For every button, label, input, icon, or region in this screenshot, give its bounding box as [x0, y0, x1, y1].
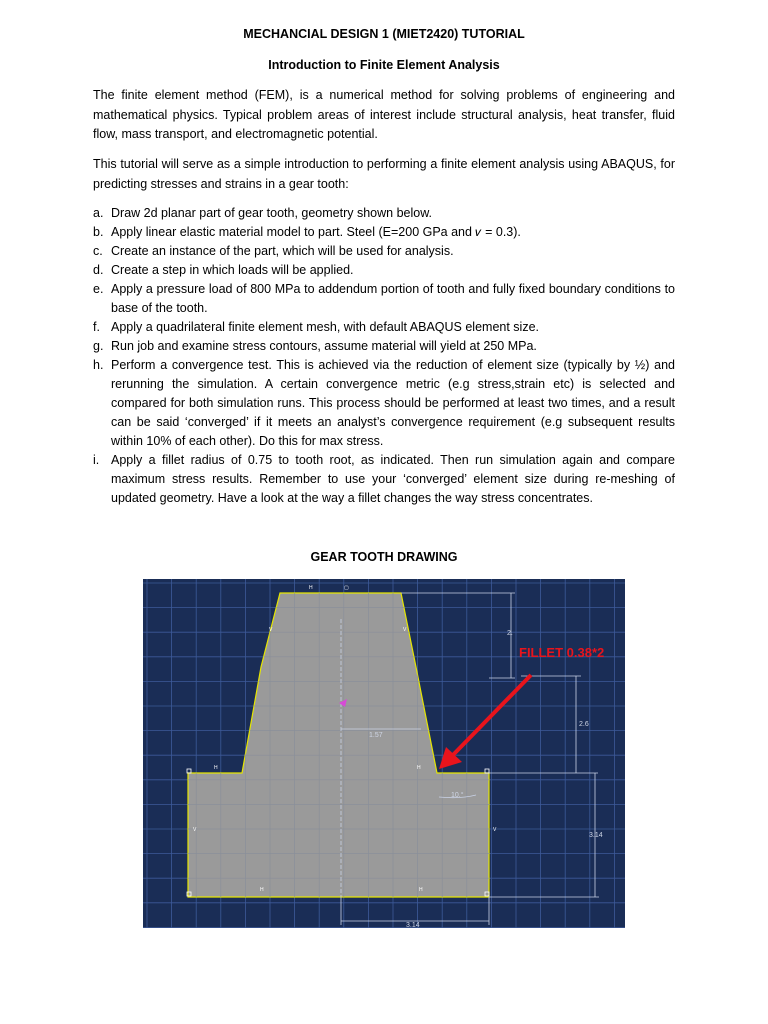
list-item [93, 451, 675, 508]
list-item-text: Draw 2d planar part of gear tooth, geometry shown below. [111, 206, 433, 220]
svg-text:H: H [214, 765, 218, 771]
intro-paragraph-1: The finite element method (FEM), is a numerical method for solving problems of engineering and mathematical physics. Typical problem areas of interest include structural analysis, heat transfer, fluid flow, mass transport, and electromagnetic potential. [93, 88, 675, 141]
svg-text:H: H [260, 887, 264, 893]
list-marker: d. [93, 263, 104, 277]
svg-text:▢: ▢ [344, 585, 349, 591]
list-item [93, 204, 675, 223]
list-marker: g. [93, 339, 104, 353]
figure-heading: GEAR TOOTH DRAWING [310, 550, 458, 564]
list-item-text: Apply linear elastic material model to part. Steel (E=200 GPa and 𝜈 = 0.3). [111, 225, 521, 239]
svg-text:V: V [493, 827, 497, 833]
list-item [93, 261, 675, 280]
list-marker: f. [93, 320, 100, 334]
svg-text:H: H [417, 765, 421, 771]
dimension-center: 1.57 [369, 732, 383, 739]
gear-tooth-drawing [143, 579, 625, 928]
section-subtitle: Introduction to Finite Element Analysis [268, 58, 500, 72]
svg-text:H: H [309, 585, 313, 591]
dimension-top-right: 2. [507, 630, 513, 637]
fillet-annotation: FILLET 0.38*2 [519, 645, 605, 660]
list-item-text: Apply a pressure load of 800 MPa to addendum portion of tooth and fully fixed boundary conditions to base of the tooth. [111, 282, 675, 315]
svg-text:H: H [419, 887, 423, 893]
drawing-canvas [143, 579, 625, 928]
dimension-right-mid: 2.6 [579, 721, 589, 728]
list-item-text: Run job and examine stress contours, assume material will yield at 250 MPa. [111, 339, 537, 353]
gear-tooth-profile [188, 593, 489, 897]
list-item-text: Apply a fillet radius of 0.75 to tooth root, as indicated. Then run simulation again and compare maximum stress results. Remember to use your ‘converged’ element size during re-meshing of updated geometry. Have a look at the way a fillet changes the way stress concentrates. [111, 453, 675, 505]
list-item [93, 356, 675, 451]
list-marker: e. [93, 282, 104, 296]
list-item-text: Create an instance of the part, which will be used for analysis. [111, 244, 454, 258]
list-item [93, 242, 675, 261]
list-item [93, 223, 675, 242]
svg-text:V: V [403, 627, 407, 633]
list-marker: i. [93, 453, 100, 467]
list-marker: b. [93, 225, 104, 239]
steps-list [93, 204, 675, 508]
intro-paragraph-2: This tutorial will serve as a simple introduction to performing a finite element analysis using ABAQUS, for predicting stresses and strains in a gear tooth: [93, 157, 675, 191]
dimension-right-low: 3.14 [589, 832, 603, 839]
list-item [93, 337, 675, 356]
list-item-text: Perform a convergence test. This is achieved via the reduction of element size (typically by ½) and rerunning the simulation. A certain convergence metric (e.g stress,strain etc) is selected and compared for both simulation runs. This process should be performed at least two times, and a result can be said ‘converged’ if it meets an analyst’s convergence requirement (e.g subsequent results within 10% of each other). Do this for max stress. [111, 358, 675, 448]
dimension-bottom: 3.14 [406, 922, 420, 928]
list-marker: h. [93, 358, 104, 372]
list-item-text: Apply a quadrilateral finite element mesh, with default ABAQUS element size. [111, 320, 539, 334]
svg-text:V: V [269, 627, 273, 633]
svg-text:V: V [193, 827, 197, 833]
list-item-text: Create a step in which loads will be applied. [111, 263, 354, 277]
course-title: MECHANCIAL DESIGN 1 (MIET2420) TUTORIAL [243, 27, 525, 41]
dimension-angle: 10.° [451, 792, 464, 799]
list-marker: c. [93, 244, 103, 258]
list-marker: a. [93, 206, 104, 220]
list-item [93, 318, 675, 337]
list-item [93, 280, 675, 318]
